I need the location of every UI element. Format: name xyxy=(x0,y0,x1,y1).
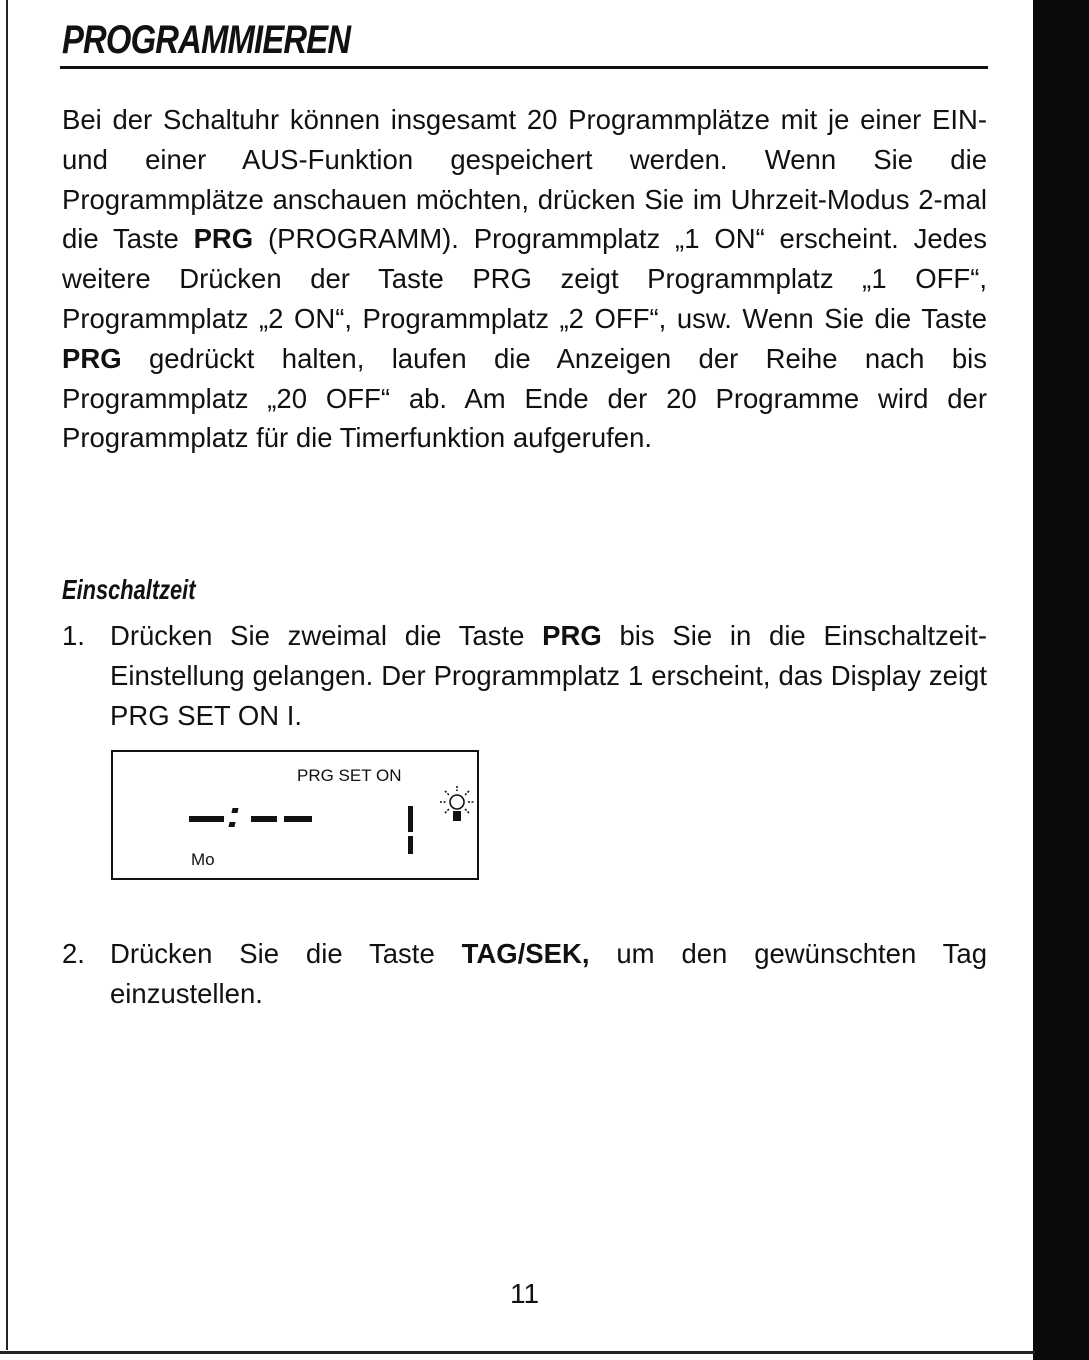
scan-edge-right xyxy=(1033,0,1089,1360)
scan-edge-bottom xyxy=(0,1351,1035,1354)
step-1-text-a: Drücken Sie zweimal die Taste xyxy=(110,620,543,651)
lcd-digit-segment-lower xyxy=(408,836,413,854)
step-2 xyxy=(62,934,987,1014)
scan-edge-left xyxy=(6,0,8,1350)
lcd-minute-segment-2 xyxy=(284,816,312,822)
step-1-text xyxy=(110,616,987,735)
lcd-colon-dot-top xyxy=(231,808,238,813)
lcd-digit-segment-upper xyxy=(408,806,413,832)
lcd-day-label: Mo xyxy=(191,850,215,869)
intro-text-1: Bei der Schaltuhr können insgesamt 20 Programmplätze mit je einer EIN- und einer AUS-Funktion gespeichert werden. Wenn Sie die Programmplätze anschauen möchten, drücken Sie im Uhrzeit-Modus 2-mal die Taste xyxy=(62,104,987,255)
title-rule xyxy=(60,66,988,69)
lcd-display xyxy=(111,750,479,880)
step-2-number: 2. xyxy=(62,938,85,969)
step-1-key: PRG xyxy=(542,620,602,651)
lcd-minute-segment-1 xyxy=(251,816,277,822)
page-number: 11 xyxy=(510,1278,540,1309)
section-heading: Einschaltzeit xyxy=(62,574,196,605)
step-2-key: TAG/SEK, xyxy=(461,938,590,969)
step-2-text-b: um den gewünschten Tag einzustellen. xyxy=(110,938,987,1009)
intro-text-2: (PROGRAMM). Programmplatz „1 ON“ erscheint. Jedes weitere Drücken der Taste PRG zeigt Programmplatz „1 OFF“, Programmplatz „2 ON“, Programmplatz „2 OFF“, usw. Wenn Sie die Taste xyxy=(62,223,987,334)
lcd-colon-dot-bottom xyxy=(228,822,235,827)
lcd-hour-segment xyxy=(189,816,224,822)
intro-paragraph xyxy=(62,100,987,458)
intro-text-3: gedrückt halten, laufen die Anzeigen der Reihe nach bis Programmplatz „20 OFF“ ab. Am Ende der 20 Programme wird der Programmplatz für die Timerfunktion aufgerufen. xyxy=(62,342,987,454)
page-title: PROGRAMMIEREN xyxy=(62,18,351,62)
intro-key-prg-1: PRG xyxy=(193,223,254,255)
step-1-number: 1. xyxy=(62,620,85,651)
lcd-mode-label: PRG SET ON xyxy=(297,766,402,785)
light-bulb-icon xyxy=(435,782,479,830)
step-2-text-a: Drücken Sie die Taste xyxy=(110,938,462,969)
step-1-text-b: bis Sie in die Einschaltzeit-Einstellung gelangen. Der Programmplatz 1 erscheint, das Display zeigt PRG SET ON I. xyxy=(110,620,987,731)
step-1 xyxy=(62,616,987,735)
intro-key-prg-2: PRG xyxy=(62,342,122,374)
step-2-text xyxy=(110,934,987,1014)
